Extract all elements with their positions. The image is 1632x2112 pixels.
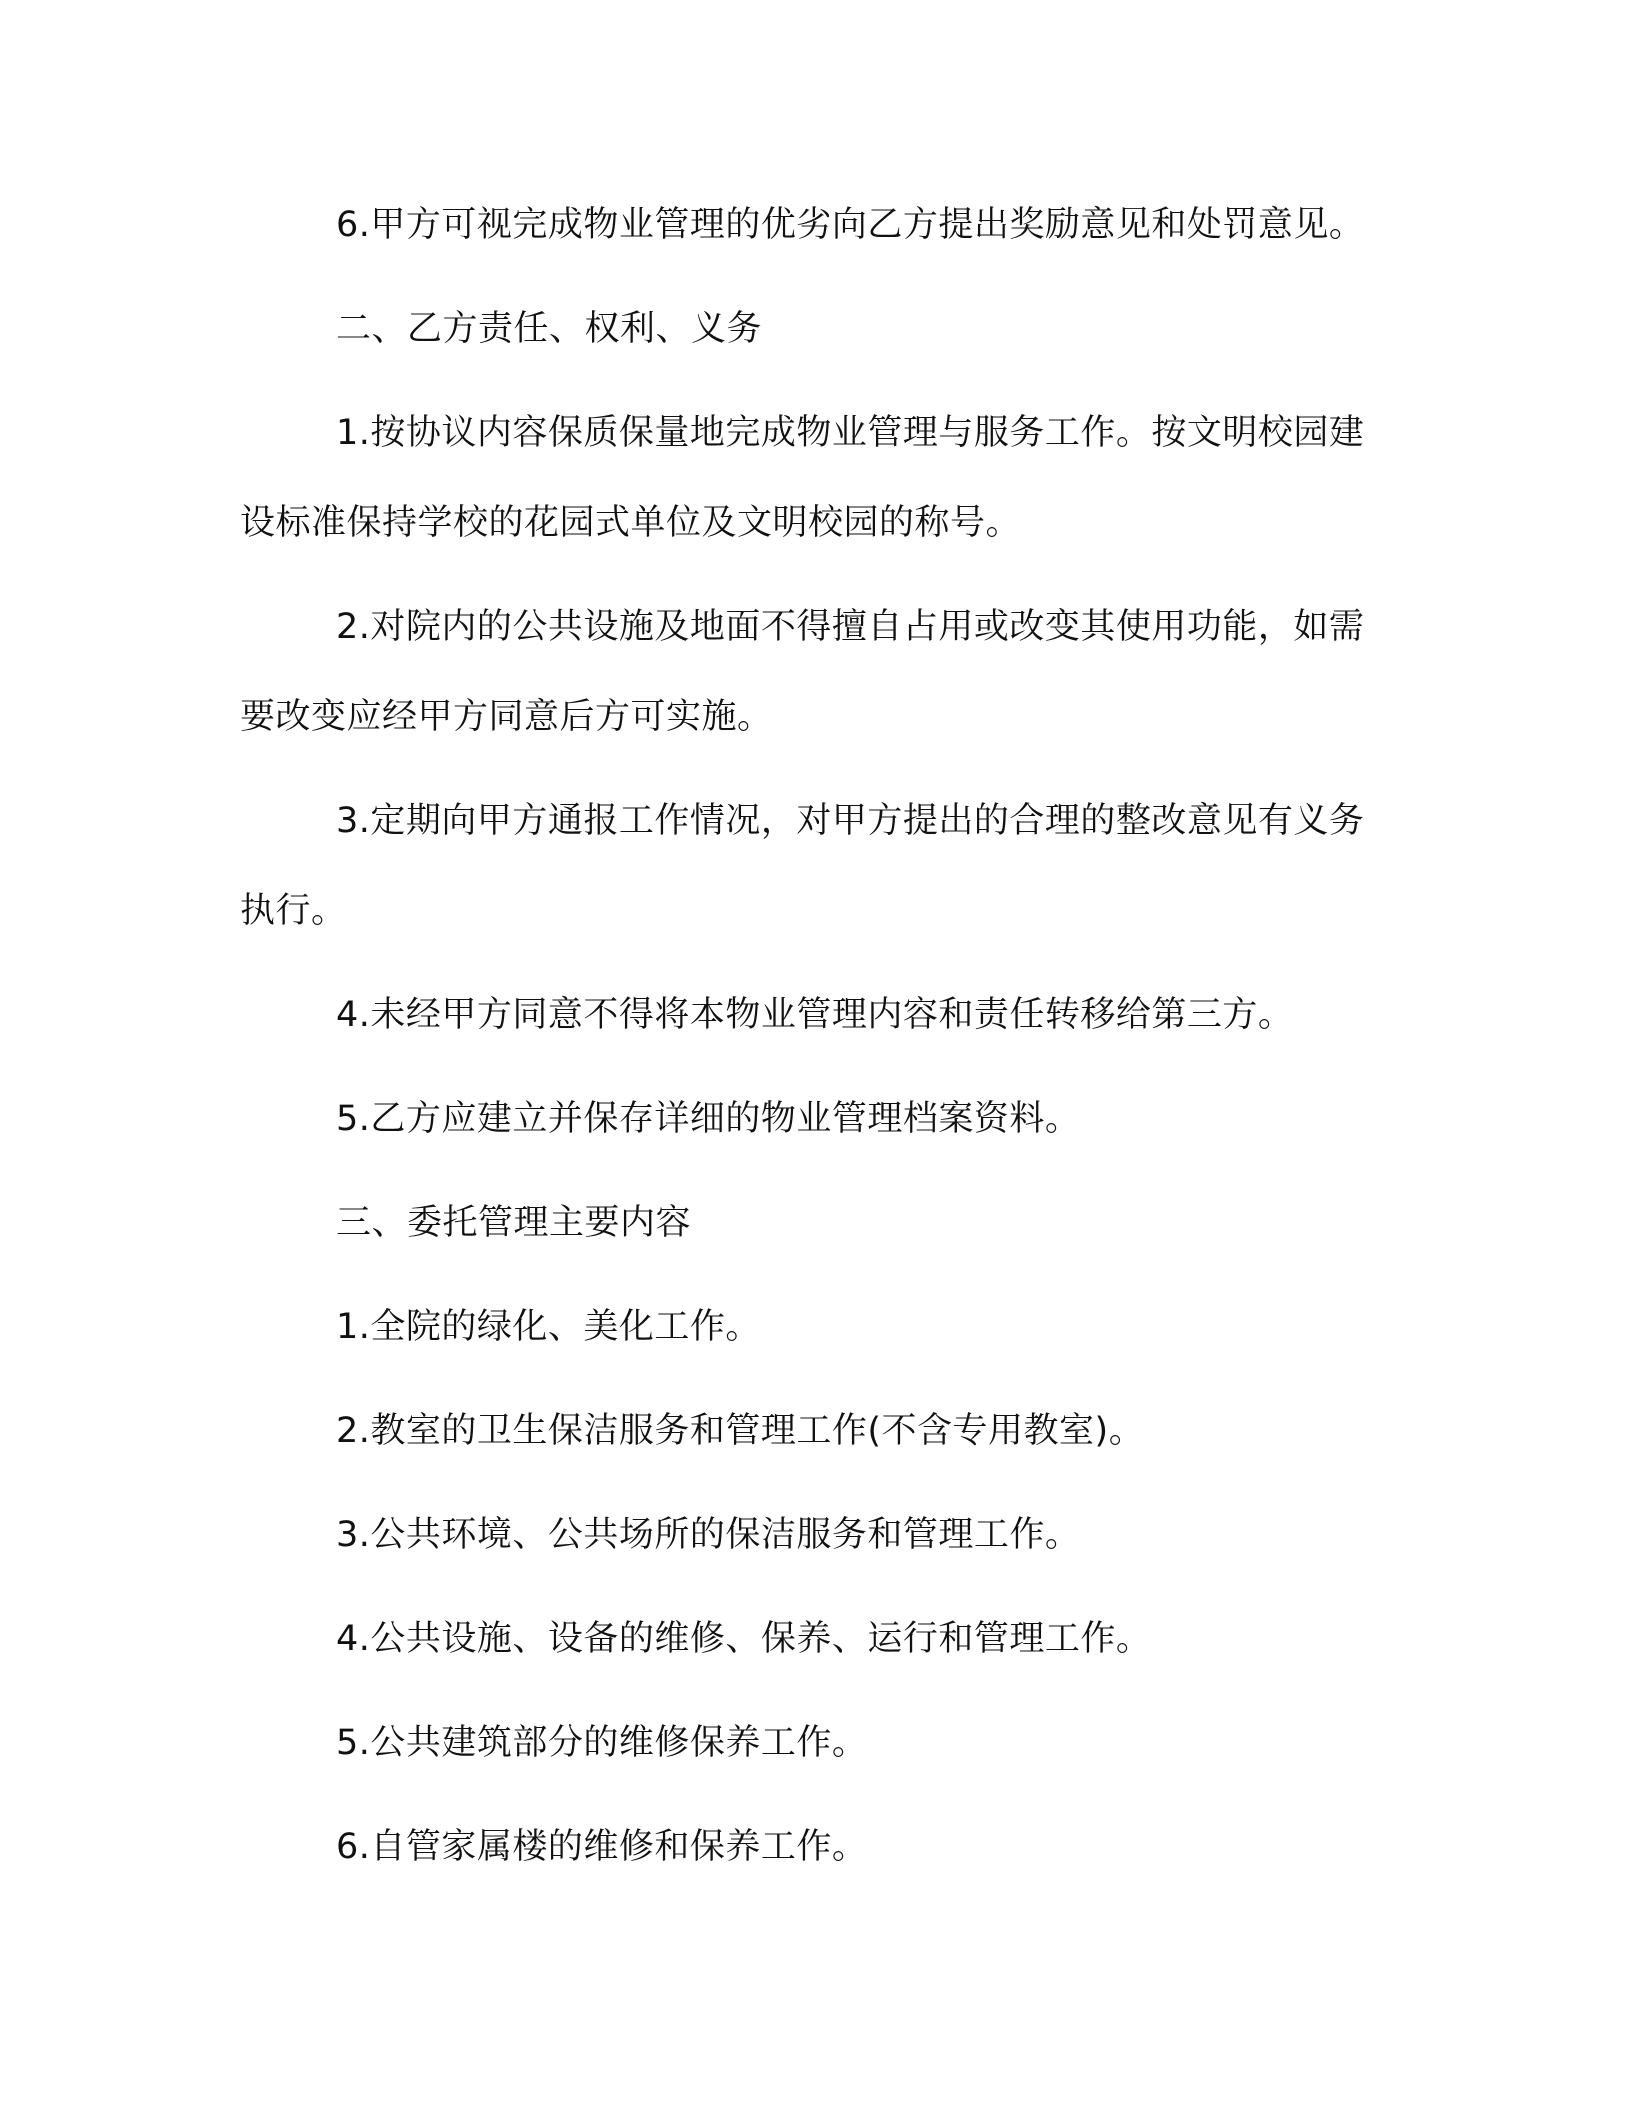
paragraph-content-item-4: 4.公共设施、设备的维修、保养、运行和管理工作。 <box>336 1619 1152 1659</box>
paragraph-content-item-5: 5.公共建筑部分的维修保养工作。 <box>336 1723 868 1763</box>
paragraph-b-item-5: 5.乙方应建立并保存详细的物业管理档案资料。 <box>336 1099 1081 1139</box>
paragraph-reward-penalty: 6.甲方可视完成物业管理的优劣向乙方提出奖励意见和处罚意见。 <box>336 205 1365 245</box>
paragraph-b-item-3: 3.定期向甲方通报工作情况，对甲方提出的合理的整改意见有义务执行。 <box>240 801 1365 931</box>
heading-party-b-duties: 二、乙方责任、权利、义务 <box>336 309 763 349</box>
paragraph-content-item-3: 3.公共环境、公共场所的保洁服务和管理工作。 <box>336 1515 1081 1555</box>
document-page <box>240 180 1390 1906</box>
paragraph-content-item-6: 6.自管家属楼的维修和保养工作。 <box>336 1827 868 1867</box>
paragraph-b-item-1: 1.按协议内容保质保量地完成物业管理与服务工作。按文明校园建设标准保持学校的花园式单位及文明校园的称号。 <box>240 413 1365 543</box>
paragraph-content-item-1: 1.全院的绿化、美化工作。 <box>336 1307 761 1347</box>
paragraph-content-item-2: 2.教室的卫生保洁服务和管理工作(不含专用教室)。 <box>336 1411 1145 1451</box>
paragraph-b-item-2: 2.对院内的公共设施及地面不得擅自占用或改变其使用功能，如需要改变应经甲方同意后方可实施。 <box>240 607 1365 737</box>
heading-management-content: 三、委托管理主要内容 <box>336 1203 692 1243</box>
paragraph-b-item-4: 4.未经甲方同意不得将本物业管理内容和责任转移给第三方。 <box>336 995 1294 1035</box>
